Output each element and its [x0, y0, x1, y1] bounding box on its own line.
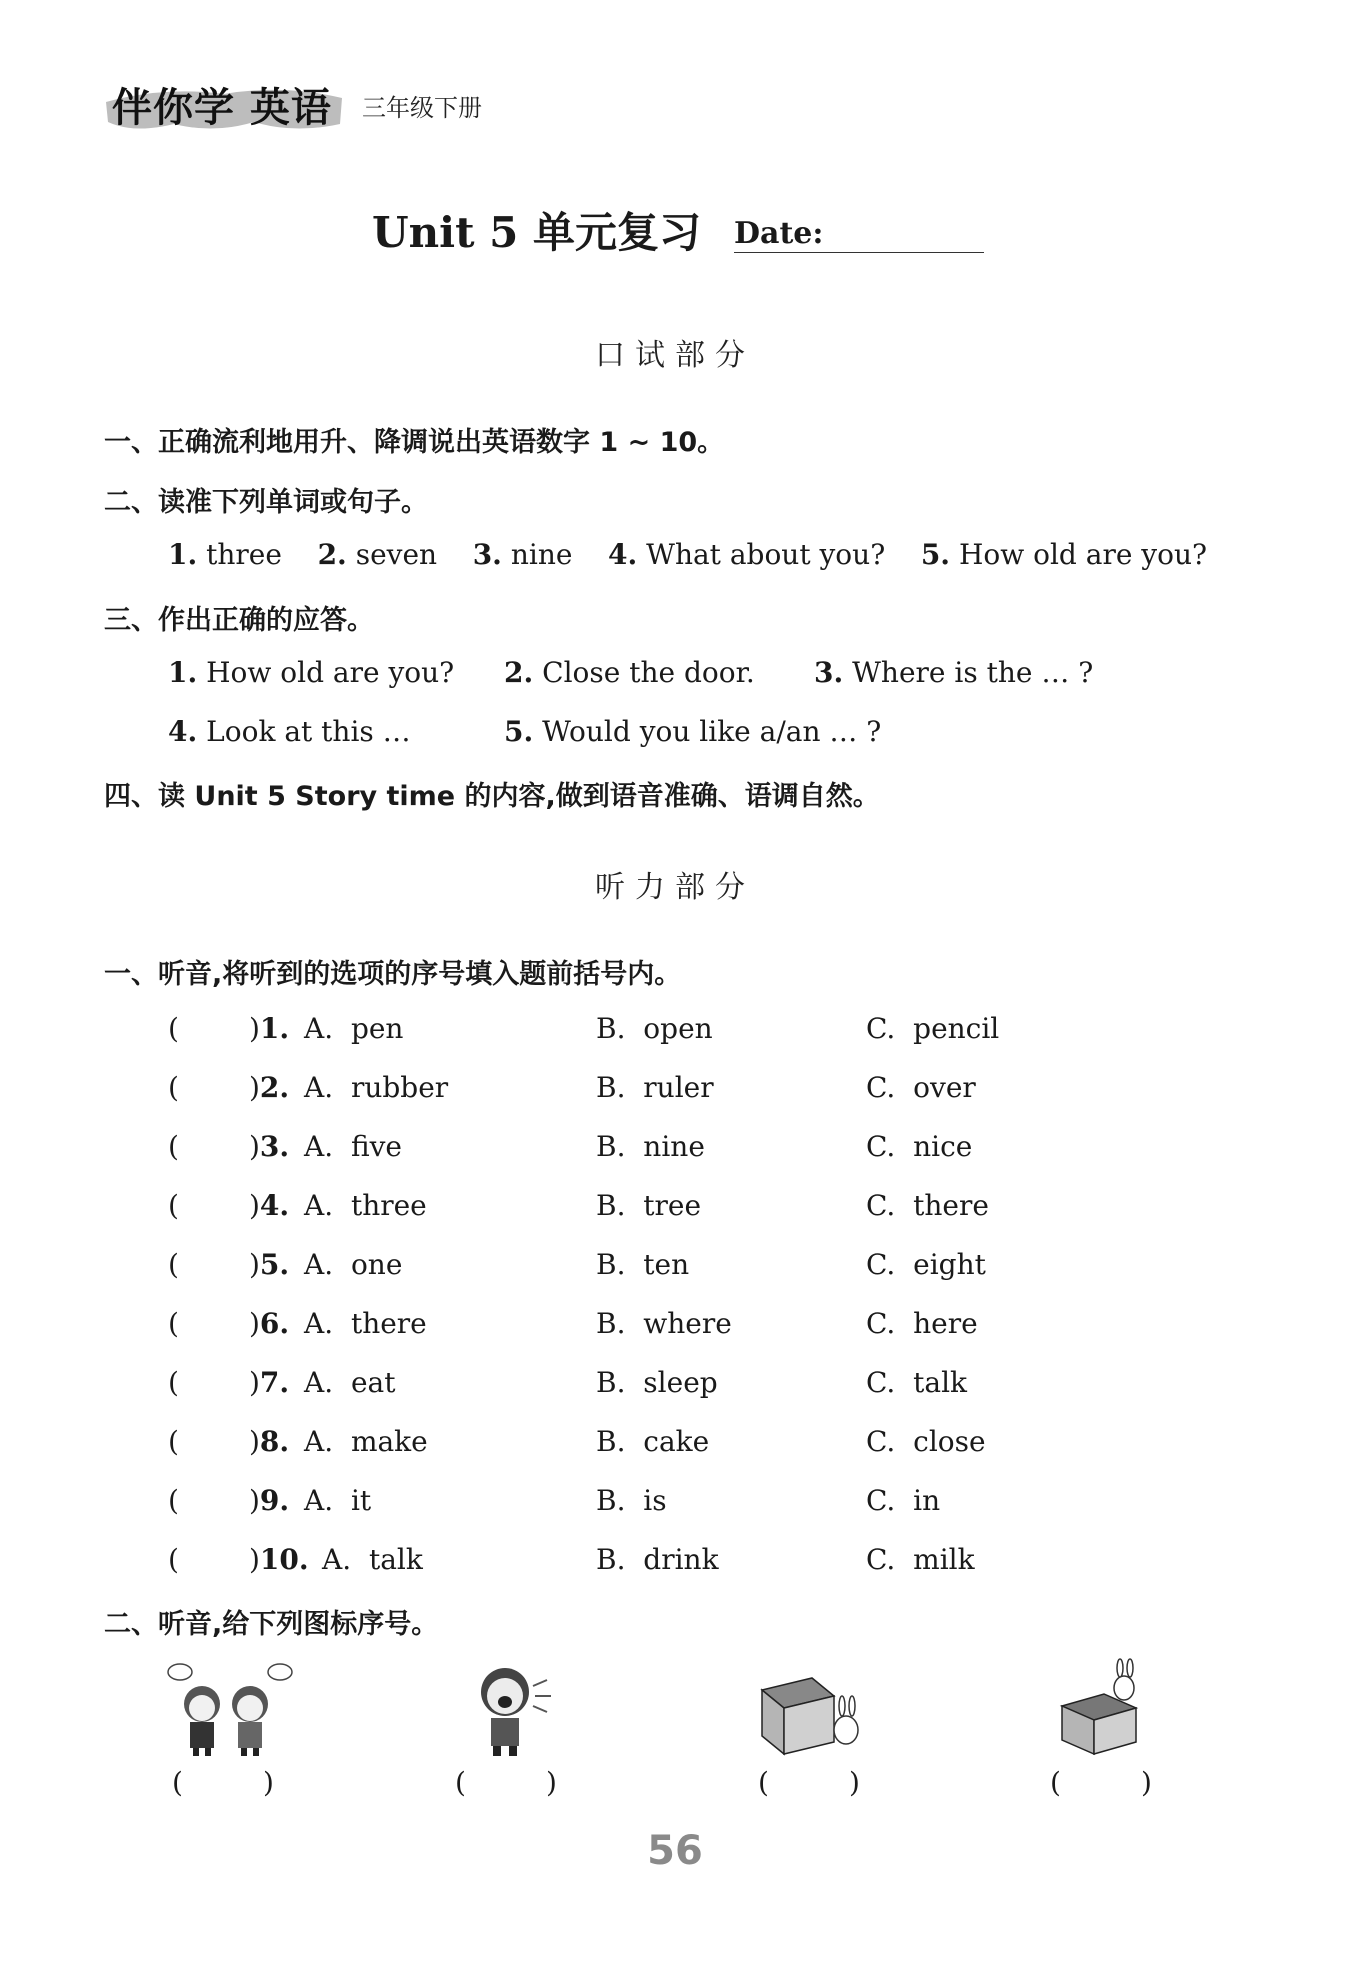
answer-bracket[interactable]: ( )5.: [168, 1248, 290, 1281]
question-number: 8.: [259, 1425, 290, 1458]
option-a: A. it: [304, 1484, 372, 1517]
option-b: B. is: [596, 1484, 667, 1517]
oral-q2-items: [168, 538, 1207, 571]
option-c: C. over: [866, 1071, 976, 1104]
date-label: Date:: [734, 216, 824, 251]
question-number: 4.: [259, 1189, 290, 1222]
oral-question-1: 一、正确流利地用升、降调说出英语数字 1 ~ 10。: [104, 427, 725, 458]
brand-title: 伴你学 英语: [112, 85, 332, 131]
option-a: A. talk: [322, 1543, 423, 1576]
answer-bracket[interactable]: ( )7.: [168, 1366, 290, 1399]
question-number: 2.: [259, 1071, 290, 1104]
option-a: A. there: [304, 1307, 427, 1340]
answer-bracket[interactable]: ( )2.: [168, 1071, 290, 1104]
option-c: C. there: [866, 1189, 989, 1222]
response-item-3: 3. Where is the … ?: [814, 656, 1094, 689]
option-c: C. nice: [866, 1130, 973, 1163]
question-number: 3.: [259, 1130, 290, 1163]
option-a: A. rubber: [304, 1071, 449, 1104]
option-b: B. ruler: [596, 1071, 714, 1104]
answer-bracket[interactable]: ( )1.: [168, 1012, 290, 1045]
option-b: B. drink: [596, 1543, 719, 1576]
response-item-5: 5. Would you like a/an … ?: [504, 715, 882, 748]
word-item: seven: [355, 538, 438, 571]
response-item-4: 4. Look at this …: [168, 715, 411, 748]
answer-bracket[interactable]: ( )4.: [168, 1189, 290, 1222]
listening-question-1: 一、听音,将听到的选项的序号填入题前括号内。: [104, 959, 682, 990]
option-c: C. here: [866, 1307, 978, 1340]
option-c: C. eight: [866, 1248, 986, 1281]
option-b: B. open: [596, 1012, 713, 1045]
oral-question-3: 三、作出正确的应答。: [104, 605, 374, 636]
oral-question-2: 二、读准下列单词或句子。: [104, 487, 428, 518]
option-a: A. make: [304, 1425, 428, 1458]
question-number: 5.: [259, 1248, 290, 1281]
picture-answer-bracket-1[interactable]: ( ): [172, 1766, 274, 1799]
item-number: 1.: [168, 538, 198, 571]
item-number: 4.: [608, 538, 638, 571]
listening-section-heading: 听力部分: [595, 870, 755, 905]
option-b: B. nine: [596, 1130, 705, 1163]
option-c: C. pencil: [866, 1012, 1000, 1045]
oral-section-heading: 口试部分: [595, 338, 755, 373]
option-b: B. ten: [596, 1248, 690, 1281]
option-c: C. in: [866, 1484, 941, 1517]
option-b: B. tree: [596, 1189, 702, 1222]
listening-question-2: 二、听音,给下列图标序号。: [104, 1609, 439, 1640]
option-b: B. cake: [596, 1425, 710, 1458]
picture-answer-bracket-3[interactable]: ( ): [758, 1766, 860, 1799]
word-item: three: [206, 538, 282, 571]
answer-bracket[interactable]: ( )10.: [168, 1543, 309, 1576]
question-number: 6.: [259, 1307, 290, 1340]
two-children-talking-picture: [160, 1660, 290, 1760]
option-b: B. sleep: [596, 1366, 718, 1399]
page-number: 56: [647, 1828, 703, 1874]
option-c: C. milk: [866, 1543, 975, 1576]
question-number: 1.: [259, 1012, 290, 1045]
oral-question-4: 四、读 Unit 5 Story time 的内容,做到语音准确、语调自然。: [104, 781, 880, 812]
word-item: nine: [510, 538, 573, 571]
response-item-1: 1. How old are you?: [168, 656, 455, 689]
picture-answer-bracket-2[interactable]: ( ): [455, 1766, 557, 1799]
grade-label: 三年级下册: [362, 94, 482, 122]
question-number: 10.: [259, 1543, 309, 1576]
answer-bracket[interactable]: ( )6.: [168, 1307, 290, 1340]
sentence-item: How old are you?: [958, 538, 1208, 571]
answer-bracket[interactable]: ( )9.: [168, 1484, 290, 1517]
item-number: 2.: [317, 538, 347, 571]
date-field-line[interactable]: [734, 252, 984, 253]
option-a: A. five: [304, 1130, 403, 1163]
picture-answer-bracket-4[interactable]: ( ): [1050, 1766, 1152, 1799]
answer-bracket[interactable]: ( )3.: [168, 1130, 290, 1163]
option-a: A. pen: [304, 1012, 404, 1045]
option-a: A. three: [304, 1189, 427, 1222]
option-a: A. eat: [304, 1366, 396, 1399]
option-a: A. one: [304, 1248, 403, 1281]
rabbit-beside-box-picture: [758, 1670, 868, 1760]
page-title: Unit 5 单元复习: [372, 208, 701, 257]
item-number: 3.: [472, 538, 502, 571]
response-item-2: 2. Close the door.: [504, 656, 755, 689]
sentence-item: What about you?: [646, 538, 886, 571]
option-c: C. close: [866, 1425, 986, 1458]
question-number: 7.: [259, 1366, 290, 1399]
boy-shouting-picture: [455, 1658, 555, 1758]
answer-bracket[interactable]: ( )8.: [168, 1425, 290, 1458]
option-b: B. where: [596, 1307, 732, 1340]
option-c: C. talk: [866, 1366, 968, 1399]
question-number: 9.: [259, 1484, 290, 1517]
rabbit-in-box-picture: [1058, 1660, 1158, 1760]
item-number: 5.: [920, 538, 951, 571]
